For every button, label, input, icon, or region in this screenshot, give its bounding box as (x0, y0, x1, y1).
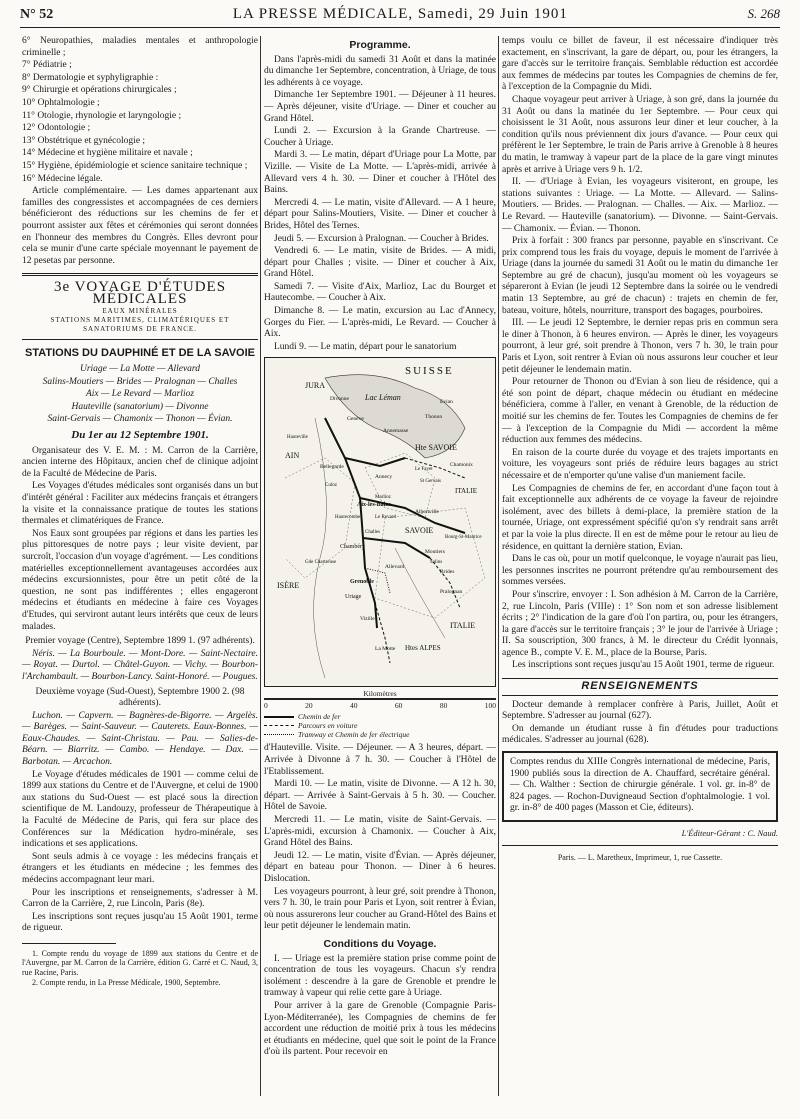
paragraph: Pour retourner de Thonon ou d'Evian à son lieu de résidence, qui a été son point de départ, chaque médecin ou étudiant en médecine bénéficiera, comme à l'aller, en venant à Grenoble, de la réduction de moitié sur les chemins de fer. Toutes les Compagnies de chemins de fer — à l'exception de la Compagnie du Midi — accordent la même réduction aux femmes des médecins. (502, 377, 778, 446)
list-item: 9° Chirurgie et opérations chirurgicales ; (22, 85, 177, 96)
paragraph: Prix à forfait : 300 francs par personne, payable en s'inscrivant. Ce prix comprend tous les frais du voyage, depuis le moment de l'arrivée à Uriage (dans la journée du samedi 31 Août ou le matin du dimanche 1er Septembre au gré de chacun), jusqu'au moment où les voyageurs se sépareront à Evian (le jeudi 12 Septembre dans la soirée ou le vendredi matin 13 Septembre, au gré de chacun) : trajets en chemin de fer, bateau, voiture, hôtels, nourriture, transport des bagages, pourboires. (502, 236, 778, 316)
legend-swatch (264, 716, 294, 718)
map-label-suisse: SUISSE (405, 365, 454, 378)
list-item: 7° Pédiatrie ; (22, 60, 72, 71)
programme-item: d'Hauteville. Visite. — Déjeuner. — A 3 heures, départ. — Arrivée à Divonne à 7 h. 30. — Coucher à l'Hôtel de l'Etablissement. (264, 743, 496, 777)
legend-railway (264, 712, 496, 721)
paragraph: Nos Eaux sont groupées par régions et dans les parties les plus pittoresques de notre pays ; leur visite devient, par surcroît, l'occasion d'un voyage d'agrément. — Les conditions matérielles exceptionnellement avantageuses accordées aux médecins excursionnistes, pour être un petit côté de la question, ne sont pas indifférentes ; elles engageront médecins et étudiants en médecine à faire ces Voyages d'Etudes, qui serviront autant leurs intérêts que ceux de leurs malades. (22, 528, 258, 632)
map-label-italie: ITALIE (455, 487, 477, 496)
programme-item: Mercredi 4. — Le matin, visite d'Allevard. — A 1 heure, départ pour Salins-Moutiers, Visite. — Diner et coucher à Brides, Hôtel des Ternes. (264, 197, 496, 231)
voyage-subtitle-2: STATIONS MARITIMES, CLIMATÉRIQUES ET SANATORIUMS DE FRANCE. (50, 316, 230, 334)
map-town: Chamonix (450, 462, 473, 469)
list-item: 14° Médecine et hygiène militaire et navale ; (22, 148, 193, 159)
programme-item: Dimanche 8. — Le matin, excursion au Lac d'Annecy, Gorges du Fier. — L'après-midi, Le Revard. — Coucher à Aix. (264, 306, 496, 340)
programme-item: Mercredi 11. — Le matin, visite de Saint-Gervais. — L'après-midi, excursion à Chamonix. — Coucher à Aix, Grand Hôtel des Bains. (264, 815, 496, 849)
programme-item: Dimanche 1er Septembre 1901. — Déjeuner à 11 heures. — Après déjeuner, visite d'Uriage. — Diner et coucher au Grand Hôtel. (264, 90, 496, 124)
programme-item: Jeudi 12. — Le matin, visite d'Évian. — Après déjeuner, départ en bateau pour Thonon. — Diner à 6 heures. Dislocation. (264, 850, 496, 884)
map-town: Challes (365, 530, 380, 536)
map-town: Allevard (385, 564, 405, 571)
carriage-route (430, 558, 460, 608)
paragraph: I. — Uriage est la première station prise comme point de concentration de tous les voyageurs. Chacun s'y rendra isolément : descendre à la gare de Grenoble et prendre le tramway à vapeur qui relie cette gare à Uriage. (264, 953, 496, 999)
list-item: 16° Médecine légale. (22, 173, 103, 184)
paragraph: Sont seuls admis à ce voyage : les médecins français et étrangers et les étudiants en médecine ; les femmes des médecins accompagnant leur mari. (22, 851, 258, 885)
renseignements-heading: RENSEIGNEMENTS (502, 678, 778, 696)
carriage-route (375, 603, 390, 663)
list-item: 12° Odontologie ; (22, 123, 91, 134)
map-town: Brides (440, 569, 455, 576)
route-map (264, 357, 496, 687)
footnote: 1. Compte rendu du voyage de 1899 aux stations du Centre et de l'Auvergne, par M. Carron de la Carrière, édition G. Carré et C. Naud, 3, rue Racine, Paris. (22, 948, 258, 977)
paragraph: Les inscriptions sont reçues jusqu'au 15 Août 1901, terme de rigueur. (22, 911, 258, 934)
column-3 (502, 36, 778, 863)
programme-item: Jeudi 5. — Excursion à Pralognan. — Coucher à Brides. (274, 233, 489, 244)
list-item: 10° Ophtalmologie ; (22, 97, 100, 108)
paragraph: En raison de la courte durée du voyage et des trajets importants en voiture, les voyageurs sont priés de réduire leurs bagages au strict nécessaire et de n'emporter qu'une valise d'un maniement facile. (502, 447, 778, 481)
scale-tick: 80 (439, 701, 448, 711)
divider (22, 273, 258, 276)
legend-label: Chemin de fer (298, 712, 341, 722)
map-town: Uriage (345, 594, 362, 601)
map-drawing (265, 358, 495, 686)
map-town: Chambéry (340, 544, 365, 551)
paragraph: temps voulu ce billet de faveur, il est nécessaire d'indiquer très exactement, en s'inscrivant, la gare de départ, ou, pour les étrangers, la gare d'accès sur le territoire français. Semblable réduction est accordée aux femmes de médecins par toutes les Compagnies de chemins de fer, à l'exception de la Compagnie du Midi. (502, 36, 778, 93)
map-label-htes-alpes: Htes ALPES (405, 644, 441, 653)
station-line: Saint-Gervais — Chamonix — Thonon — Évian. (47, 414, 233, 425)
map-label-isere: ISÈRE (277, 581, 300, 591)
map-town: Moutiers (425, 549, 445, 556)
map-town: Divonne (330, 396, 349, 403)
station-line: Hauteville (sanatorium) — Divonne (71, 401, 209, 412)
programme-item: Mardi 3. — Le matin, départ d'Uriage pour La Motte, par Vizille. — Visite de La Motte. — L'après-midi, arrivée à Allevard vers 4 h. 30. — Diner et coucher à l'Hôtel des Bains. (264, 150, 496, 196)
programme-item: Mardi 10. — Le matin, visite de Divonne. — A 12 h. 30, départ. — Arrivée à Saint-Gervais à 5 h. 30. — Coucher. Hôtel de Savoie. (264, 779, 496, 813)
paragraph: Les Compagnies de chemins de fer, en accordant d'une façon tout à fait exceptionnelle aux adhérents de ce voyage la faveur de rejoindre isolément, avec des billets à demi-place, la première station de la tournée, Uriage, ont expressément spécifié qu'on s'y rendrait sans arrêt et par la voie la plus directe. Il en est de même pour le retour au lieu de résidence, en quittant la dernière station, Evian. (502, 483, 778, 552)
map-town: Bourg-St-Maurice (445, 535, 482, 541)
congress-reports-text: Comptes rendus du XIIIe Congrès international de médecine, Paris, 1900 publiés sous la direction de A. Chauffard, secrétaire général. — Ch. Walther : Section de chirurgie générale. 1 vol. gr. in-8° de 824 pages. — Rochon-Duvigneaud Section d'ophtalmologie. 1 vol. gr. in-8° de 400 pages (Masson et Cie, éditeurs). (510, 757, 770, 814)
section-list (22, 36, 258, 185)
station-line: Uriage — La Motte — Allevard (79, 364, 201, 375)
legend-swatch (264, 734, 294, 735)
river (314, 418, 327, 678)
conditions-heading: Conditions du Voyage. (323, 937, 437, 950)
map-town: Grenoble (350, 579, 374, 586)
paragraph: III. — Le jeudi 12 Septembre, le dernier repas pris en commun sera le diner à Thonon, à 6 heures environ. — Après le diner, les voyageurs pourront, à leur gré, soit prendre à Thonon, vers 7 h. 30, le train pour Paris et Lyon, soit rentrer à Evian où nous assurons leur coucher et leur petit déjeuner le lendemain matin. (502, 318, 778, 375)
map-town: Le Revard (375, 515, 396, 521)
scale-tick: 40 (350, 701, 358, 711)
railway-line (345, 458, 405, 466)
paragraph: II. — d'Uriage à Evian, les voyageurs visiteront, en groupe, les stations suivantes : Uriage. — La Motte. — Allevard. — Salins-Moutiers. — Brides. — Pralognan. — Challes. — Aix. — Marlioz. — Le Revard. — Hauteville (sanatorium). — Divonne. — Saint-Gervais. — Chamonix. — Évian. — Thonon. (502, 177, 778, 234)
map-label-italie-2: ITALIE (450, 621, 476, 631)
scale-tick: 0 (264, 701, 268, 711)
column-rule (260, 36, 261, 1096)
map-town: Albertville (415, 509, 439, 516)
map-town: Vizille (360, 616, 375, 623)
issue-number: N° 52 (20, 7, 54, 22)
stations-heading: STATIONS DU DAUPHINÉ ET DE LA SAVOIE (25, 347, 255, 360)
voyage-dates: Du 1er au 12 Septembre 1901. (71, 429, 209, 442)
programme-item: Lundi 9. — Le matin, départ pour le sanatorium (274, 341, 457, 352)
list-item: 11° Otologie, rhynologie et laryngologie ; (22, 110, 182, 121)
map-town: St Gervais (420, 479, 441, 485)
editor-manager: L'Éditeur-Gérant : C. Naud. (681, 828, 778, 838)
map-town: Culoz (325, 483, 337, 489)
paragraph: Pour s'inscrire, envoyer : I. Son adhésion à M. Carron de la Carrière, 2, rue Lincoln, Paris (VIIIe) : 1° Son nom et son adresse lisiblement écrits ; 2° l'indication de la gare d'où l'on partira, ou, pour les étrangers, la gare d'accès sur le territoire français ; 3° le jour de l'arrivée à Uriage ; II. Sa souscription, 300 francs, à M. le directeur du Crédit lyonnais, agence B., compte V. E. M., place de la Bourse, Paris. (502, 589, 778, 658)
programme-item: Les voyageurs pourront, à leur gré, soit prendre à Thonon, vers 7 h. 30, le train pour Paris et Lyon, soit rentrer à Évian, où nous assurerons leur coucher au Grand-Hôtel des Bains et leur petit déjeuner le lendemain matin. (264, 886, 496, 932)
map-town: Aix-les-Bains (357, 502, 392, 509)
map-town: Annecy (375, 474, 393, 481)
map-town: Marlioz (375, 495, 391, 501)
map-town: Pralognan (440, 589, 463, 596)
footnote-rule (22, 943, 116, 944)
printer-line: Paris. — L. Maretheux, Imprimeur, 1, rue Cassette. (557, 852, 723, 862)
programme-item: Lundi 2. — Excursion à la Grande Chartreuse. — Coucher à Uriage. (264, 126, 496, 148)
paragraph: Organisateur des V. E. M. : M. Carron de la Carrière, ancien interne des Hôpitaux, ancien chef de clinique adjoint de la Faculté de Médecine de Paris. (22, 445, 258, 479)
programme-item: Samedi 7. — Visite d'Aix, Marlioz, Lac du Bourget et Hautecombe. — Coucher à Aix. (264, 281, 496, 304)
map-town: Bellegarde (320, 464, 344, 471)
map-label-savoie: SAVOIE (405, 526, 434, 536)
programme-item: Vendredi 6. — Le matin, visite de Brides. — A midi, départ pour Challes ; visite. — Diner et coucher à Aix, Grand Hôtel. (264, 246, 496, 280)
congress-reports-box (502, 751, 778, 822)
legend-carriage (264, 721, 496, 730)
scale-tick: 60 (394, 701, 403, 711)
map-town: Evian (440, 399, 453, 406)
map-label-lac: Lac Léman (365, 393, 401, 403)
divider (502, 845, 778, 846)
railway-line (363, 538, 430, 558)
legend-swatch (264, 725, 294, 726)
map-town: Hauteville (287, 435, 308, 441)
scale-bar (264, 698, 496, 710)
paragraph: Les inscriptions sont reçues jusqu'au 15 Août 1901, terme de rigueur. (512, 660, 775, 671)
page-number: S. 268 (747, 6, 780, 21)
map-legend (264, 689, 496, 739)
paragraph: Pour les inscriptions et renseignements, s'adresser à M. Carron de la Carrière, 2, rue Lincoln, Paris (8e). (22, 887, 258, 910)
list-item: 15° Hygiène, épidémiologie et science sanitaire technique ; (22, 160, 248, 171)
second-voyage: Deuxième voyage (Sud-Ouest), Septembre 1900 2. (98 adhérents). (35, 686, 245, 709)
paragraph: Les Voyages d'études médicales sont organisés dans un but d'intérêt général : Faciliter aux médecins français et étrangers la visite et la connaissance pratique de toutes les stations thermales et climatériques de France. (22, 481, 258, 527)
column-2 (264, 36, 496, 1060)
map-town: Le Fayet (415, 467, 433, 473)
map-town: Genève (347, 416, 364, 423)
list-item: 6° Neuropathies, maladies mentales et anthropologie criminelle ; (22, 36, 258, 58)
first-voyage-places: Néris. — La Bourboule. — Mont-Dore. — Saint-Nectaire. — Royat. — Durtol. — Châtel-Guyon. — Vichy. — Bourbon-l'Archambault. — Bourbon-Lancy. Saint-Honoré. — Pougues. (22, 648, 258, 682)
programme-heading: Programme. (349, 39, 411, 51)
carriage-route (405, 458, 465, 478)
map-label-jura: JURA (305, 381, 326, 391)
paragraph: Chaque voyageur peut arriver à Uriage, à son gré, dans la journée du 31 Août ou dans la matinée du 1er Septembre. — Pour ceux qui choisissent le 31 Août, nous assurons leur diner et leur coucher, à la condition qu'ils nous préviennent dix jours d'avance. — Pour ceux qui préfèrent le 1er Septembre, le train de Paris arrive à Grenoble à 8 heures du matin, le tramway à vapeur part de la place de la gare vingt minutes après et arrive à Uriage vers 9 h. 1/2. (502, 94, 778, 175)
programme-item: Dans l'après-midi du samedi 31 Août et dans la matinée du dimanche 1er Septembre, concentration, à Uriage, de tous les adhérents à ce voyage. (264, 54, 496, 88)
map-town: Salins (430, 560, 443, 566)
list-item: 13° Obstétrique et gynécologie ; (22, 135, 146, 146)
first-voyage: Premier voyage (Centre), Septembre 1899 1. (97 adhérents). (25, 636, 255, 647)
column-rule (498, 36, 499, 1096)
scale-tick: 100 (484, 701, 496, 711)
classified-ad: Docteur demande à remplacer confrère à Paris, Juillet, Août et Septembre. S'adresser au journal (627). (502, 699, 778, 722)
map-town: Thonon (425, 414, 443, 421)
page-header (20, 6, 780, 28)
article-complementaire: Article complémentaire. — Les dames appartenant aux familles des congressistes et accompagnées de ces derniers bénéficieront des réductions sur les chemins de fer et pourront assister aux fêtes et cérémonies qui seront données en l'honneur des membres du Congrès. Elles devront pour cela se munir d'une carte spéciale moyennant le payement de 12 pesetas par personne. (22, 186, 258, 266)
list-item: 8° Dermatologie et syphyligraphie : (22, 72, 159, 83)
footnote: 2. Compte rendu, in La Presse Médicale, 1900, Septembre. (32, 978, 221, 988)
station-line: Aix — Le Revard — Marlioz (85, 389, 195, 400)
map-label-hte-savoie: Hte SAVOIE (415, 443, 457, 453)
scale-tick: 20 (305, 701, 313, 711)
scale-label: Kilomètres (363, 689, 397, 699)
paragraph: Pour arriver à la gare de Grenoble (Compagnie Paris-Lyon-Méditerranée), les Compagnies de chemins de fer accordent une réduction de moitié prix à tous les médecins et étudiants en médecine, quel que soit le point de la France d'où ils partent. Pour recevoir en (264, 1000, 496, 1058)
paragraph: Le Voyage d'études médicales de 1901 — comme celui de 1899 aux stations du Centre et de l'Auvergne, et celui de 1900 aux stations du Sud-Ouest — est placé sous la direction scientifique de M. Landouzy, professeur de Thérapeutique à la Faculté de Médecine de Paris, qui fera sur place des Conférences sur la Médication hydro-minérale, ses indications et ses applications. (22, 769, 258, 850)
voyage-subtitle: EAUX MINÉRALES (102, 307, 178, 316)
station-line: Salins-Moutiers — Brides — Pralognan — Challes (42, 376, 238, 387)
column-1 (22, 36, 258, 989)
classified-ad: On demande un étudiant russe à fin d'études pour traductions médicales. S'adresser au journal (628). (502, 723, 778, 746)
voyage-title: 3e VOYAGE D'ÉTUDES MÉDICALES (53, 279, 227, 307)
legend-label: Tramway et Chemin de fer électrique (298, 730, 410, 740)
map-town: Hautecombe (335, 515, 361, 521)
paragraph: Dans le cas où, pour un motif quelconque, le voyage n'aurait pas lieu, les personnes inscrites ne pourront prétendre qu'au remboursement des sommes versées. (502, 554, 778, 588)
second-voyage-places: Luchon. — Capvern. — Bagnères-de-Bigorre. — Argelès. — Barèges. — Saint-Sauveur. — Cauterets. Eaux-Bonnes. — Eaux-Chaudes. — Saint-Christau. — Pau. — Salies-de-Béarn. — Biarritz. — Cambo. — Hendaye. — Dax. — Barbotan. — Arcachon. (22, 710, 258, 768)
legend-tramway (264, 730, 496, 739)
map-town: Annemasse (383, 428, 409, 435)
legend-label: Parcours en voiture (298, 721, 358, 731)
map-label-ain: AIN (285, 451, 300, 461)
map-town: La Motte (375, 646, 396, 653)
journal-title: LA PRESSE MÉDICALE, Samedi, 29 Juin 1901 (232, 6, 568, 22)
divider (22, 339, 258, 340)
map-town: Gde Chartreuse (305, 560, 337, 566)
